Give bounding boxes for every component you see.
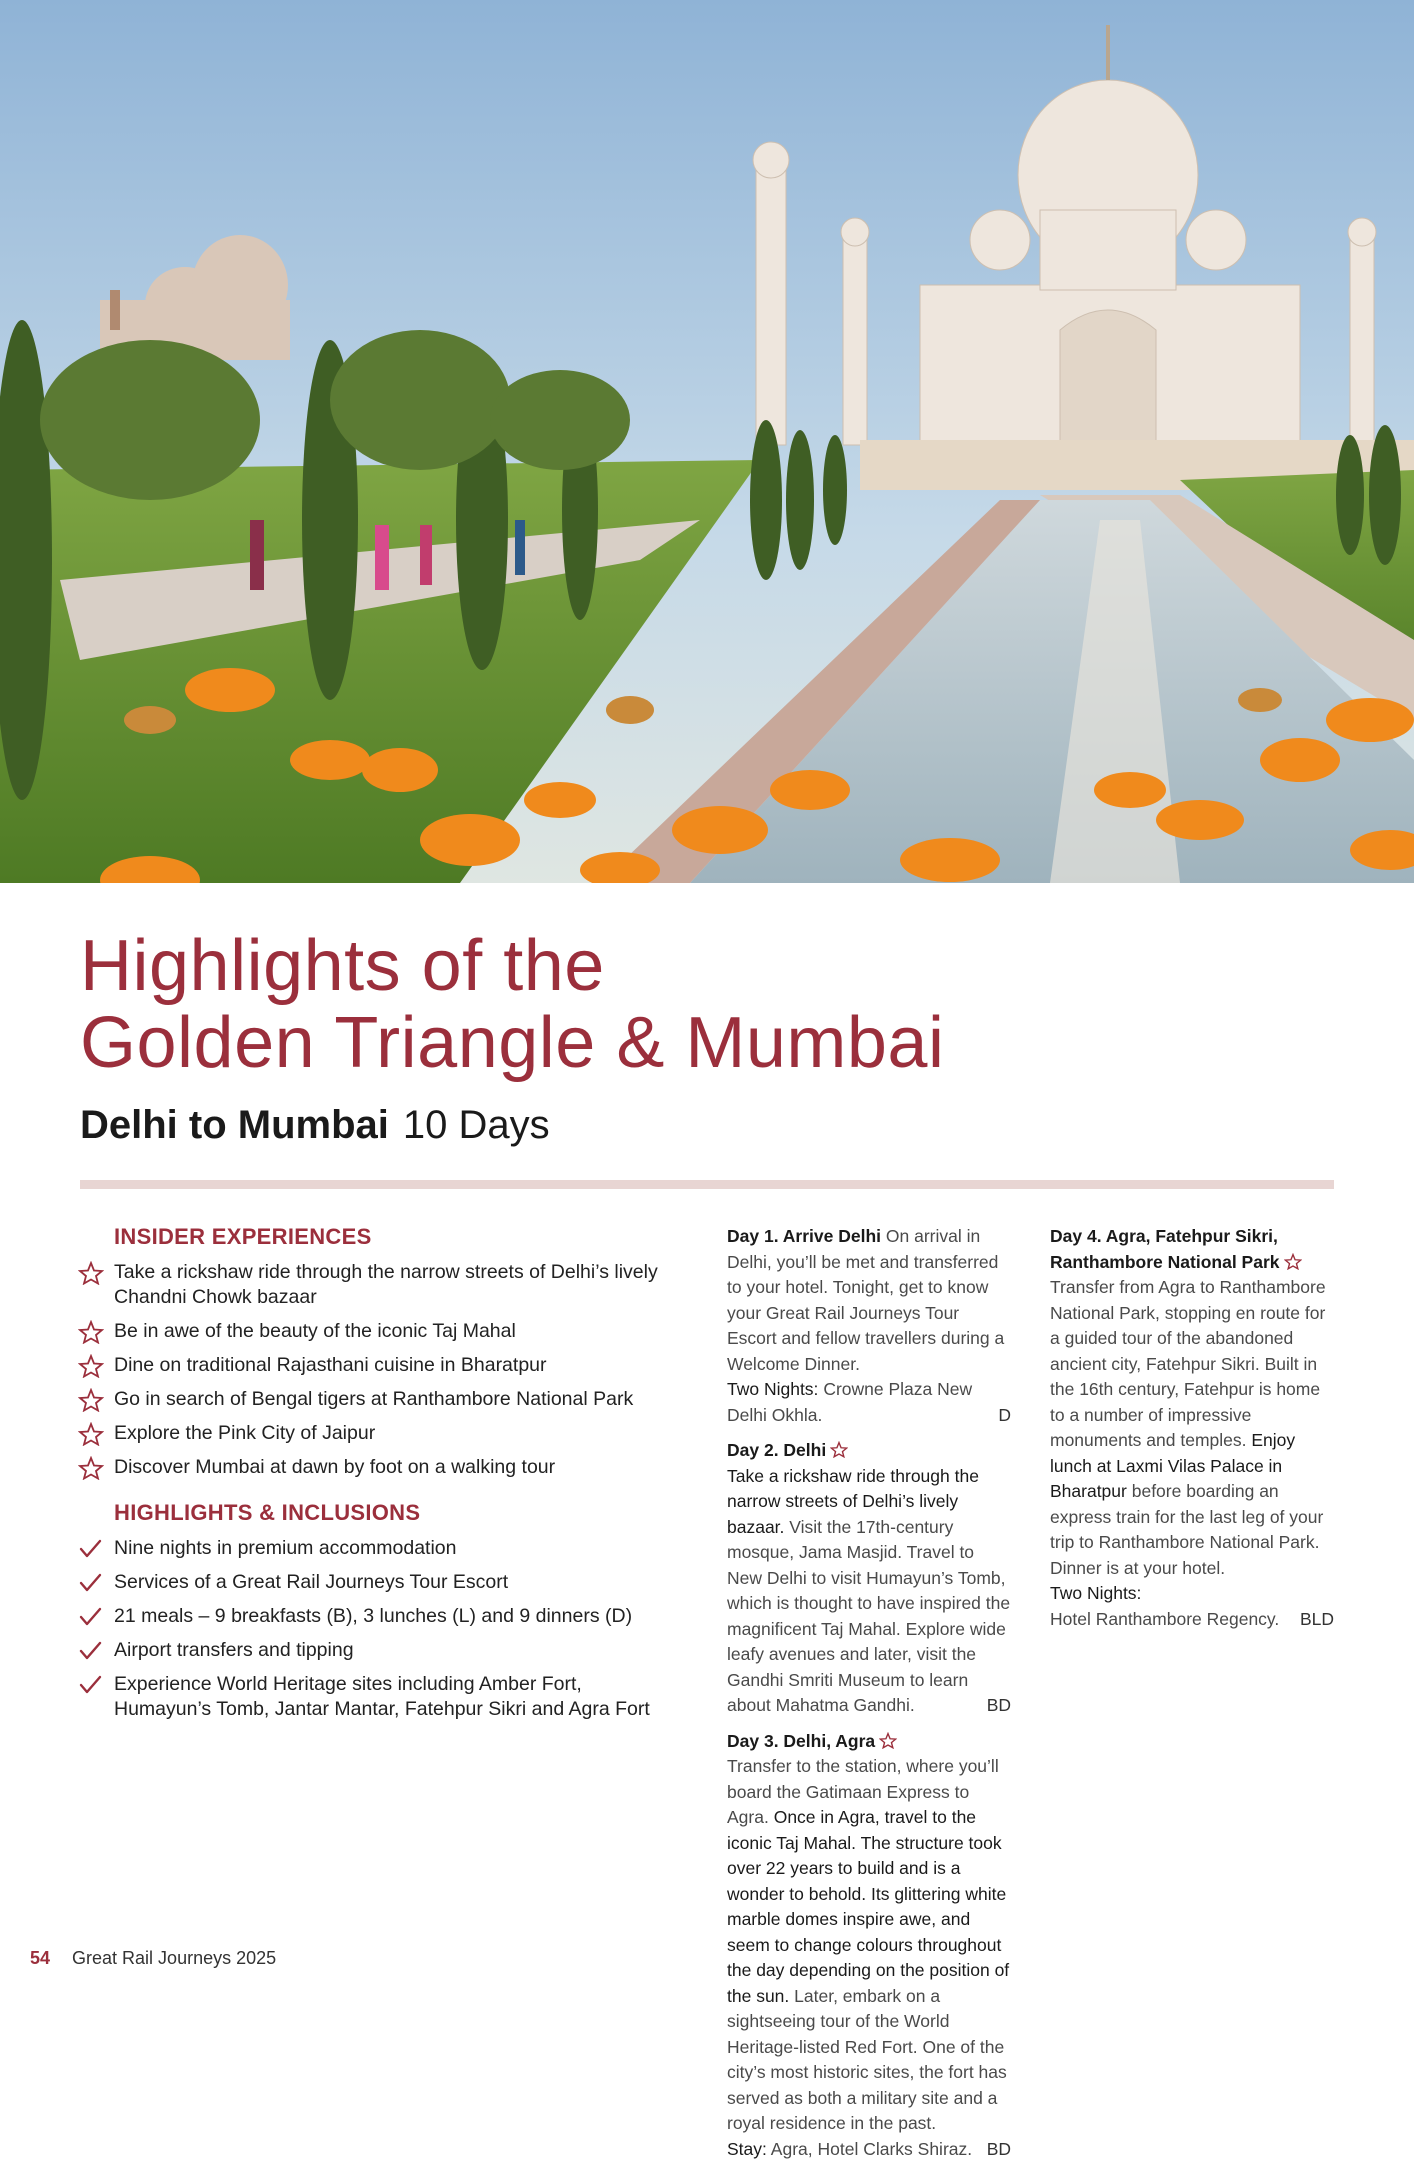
- list-item: [78, 1260, 678, 1310]
- star-icon: [78, 1456, 104, 1480]
- day-1-title: Day 1. Arrive Delhi: [727, 1226, 882, 1246]
- day-4: [1050, 1224, 1334, 1632]
- checkmark-icon: [78, 1673, 104, 1697]
- day-3-stay: Agra, Hotel Clarks Shiraz.: [770, 2138, 973, 2159]
- list-item: [78, 1421, 678, 1446]
- checkmark-icon: [78, 1639, 104, 1663]
- insider-item-text: Explore the Pink City of Jaipur: [114, 1422, 376, 1444]
- highlight-item-text: Nine nights in premium accommodation: [114, 1537, 457, 1559]
- day-4-text-1: Transfer from Agra to Ranthambore National Park, stopping en route for a guided tour of the abandoned ancient city, Fatehpur Sikri. Built in the 16th century, Fatehpur is home to a number of impressive monuments and temples.: [1050, 1277, 1326, 1450]
- highlight-item-text: 21 meals – 9 breakfasts (B), 3 lunches (L) and 9 dinners (D): [114, 1605, 633, 1627]
- duration: 10 Days: [402, 1103, 550, 1147]
- day-3-title: Day 3. Delhi, Agra: [727, 1730, 876, 1751]
- day-3-stay-label: Stay:: [727, 2138, 767, 2159]
- route: Delhi to Mumbai: [80, 1103, 389, 1147]
- star-icon: [78, 1261, 104, 1285]
- list-item: [78, 1353, 678, 1378]
- itinerary-column-1: [727, 1224, 1011, 2172]
- day-4-stay-label: Two Nights:: [1050, 1583, 1142, 1603]
- insider-item-text: Discover Mumbai at dawn by foot on a walking tour: [114, 1456, 556, 1478]
- day-3-highlight: Once in Agra, travel to the iconic Taj Mahal. The structure took over 22 years to build and is a wonder to behold. Its glittering white marble domes inspire awe, and seem to change colours throughout the day depending on the position of the sun.: [727, 1807, 1010, 2006]
- day-1-stay: Crowne Plaza New Delhi Okhla.: [727, 1379, 973, 1425]
- day-2-highlight: Take a rickshaw ride through the narrow streets of Delhi’s lively bazaar.: [727, 1465, 979, 1537]
- list-item: [78, 1319, 678, 1344]
- highlight-item-text: Airport transfers and tipping: [114, 1639, 354, 1661]
- footer-brand: Great Rail Journeys 2025: [72, 1948, 277, 1968]
- insider-item-text: Be in awe of the beauty of the iconic Taj Mahal: [114, 1320, 516, 1342]
- page-footer: [30, 1948, 276, 1969]
- highlights-list: [78, 1536, 678, 1722]
- day-4-highlight: Enjoy lunch at Laxmi Vilas Palace in Bharatpur: [1050, 1430, 1296, 1501]
- taj-mahal-photo: [0, 0, 1414, 883]
- hero-image: [0, 0, 1414, 883]
- checkmark-icon: [78, 1571, 104, 1595]
- title-line-1: Highlights of the: [80, 926, 605, 1006]
- day-2: [727, 1438, 1011, 1719]
- star-icon: [78, 1354, 104, 1378]
- page-title: [80, 928, 944, 1082]
- insider-item-text: Go in search of Bengal tigers at Ranthambore National Park: [114, 1388, 634, 1410]
- day-1: [727, 1224, 1011, 1428]
- star-icon: [78, 1320, 104, 1344]
- star-icon: [1284, 1253, 1302, 1270]
- day-3-meals: BD: [986, 2138, 1011, 2159]
- day-3-text-2: Later, embark on a sightseeing tour of the World Heritage-listed Red Fort. One of the city’s most historic sites, the fort has served as both a military site and a royal residence in the past.: [727, 1985, 1007, 2133]
- day-4-stay: Hotel Ranthambore Regency.: [1050, 1608, 1280, 1629]
- star-icon: [830, 1441, 848, 1458]
- day-1-meals: D: [998, 1404, 1011, 1425]
- list-item: [78, 1387, 678, 1412]
- day-2-title: Day 2. Delhi: [727, 1440, 827, 1460]
- day-2-text: Visit the 17th-century mosque, Jama Masjid. Travel to New Delhi to visit Humayun’s Tomb, which is thought to have inspired the magnificent Taj Mahal. Explore wide leafy avenues and later, visit the Gandhi Smriti Museum to learn about Mahatma Gandhi.: [727, 1516, 1011, 1715]
- highlight-item-text: Services of a Great Rail Journeys Tour Escort: [114, 1571, 509, 1593]
- star-icon: [78, 1422, 104, 1446]
- day-4-title: Day 4. Agra, Fatehpur Sikri, Ranthambore National Park: [1050, 1226, 1280, 1272]
- insider-item-text: Dine on traditional Rajasthani cuisine in Bharatpur: [114, 1354, 547, 1376]
- checkmark-icon: [78, 1605, 104, 1629]
- insider-list: [78, 1260, 678, 1480]
- checkmark-icon: [78, 1537, 104, 1561]
- highlights-heading: HIGHLIGHTS & INCLUSIONS: [114, 1500, 421, 1525]
- list-item: [78, 1604, 678, 1629]
- star-icon: [879, 1732, 897, 1749]
- star-icon: [78, 1388, 104, 1412]
- highlight-item-text: Experience World Heritage sites including Amber Fort, Humayun’s Tomb, Jantar Mantar, Fatehpur Sikri and Agra Fort: [114, 1673, 650, 1720]
- left-column: [78, 1222, 678, 1731]
- insider-heading: INSIDER EXPERIENCES: [114, 1224, 372, 1249]
- day-2-meals: BD: [986, 1695, 1011, 1715]
- divider: [80, 1180, 1334, 1189]
- day-1-text: On arrival in Delhi, you’ll be met and transferred to your hotel. Tonight, get to know your Great Rail Journeys Tour Escort and fellow travellers during a Welcome Dinner.: [727, 1226, 1005, 1374]
- itinerary-column-2: [1050, 1224, 1334, 1642]
- tour-subtitle: [80, 1100, 550, 1150]
- list-item: [78, 1536, 678, 1561]
- day-1-stay-label: Two Nights:: [727, 1379, 819, 1399]
- page-number: 54: [30, 1948, 51, 1968]
- day-4-meals: BLD: [1299, 1608, 1334, 1629]
- insider-item-text: Take a rickshaw ride through the narrow streets of Delhi’s lively Chandni Chowk bazaar: [114, 1261, 658, 1308]
- day-3-text-1: Transfer to the station, where you’ll board the Gatimaan Express to Agra.: [727, 1756, 999, 1827]
- title-line-2: Golden Triangle & Mumbai: [80, 1003, 945, 1083]
- list-item: [78, 1672, 678, 1722]
- day-3: [727, 1729, 1011, 2163]
- list-item: [78, 1455, 678, 1480]
- day-4-text-2: before boarding an express train for the last leg of your trip to Ranthambore National Park. Dinner is at your hotel.: [1050, 1481, 1324, 1578]
- list-item: [78, 1638, 678, 1663]
- list-item: [78, 1570, 678, 1595]
